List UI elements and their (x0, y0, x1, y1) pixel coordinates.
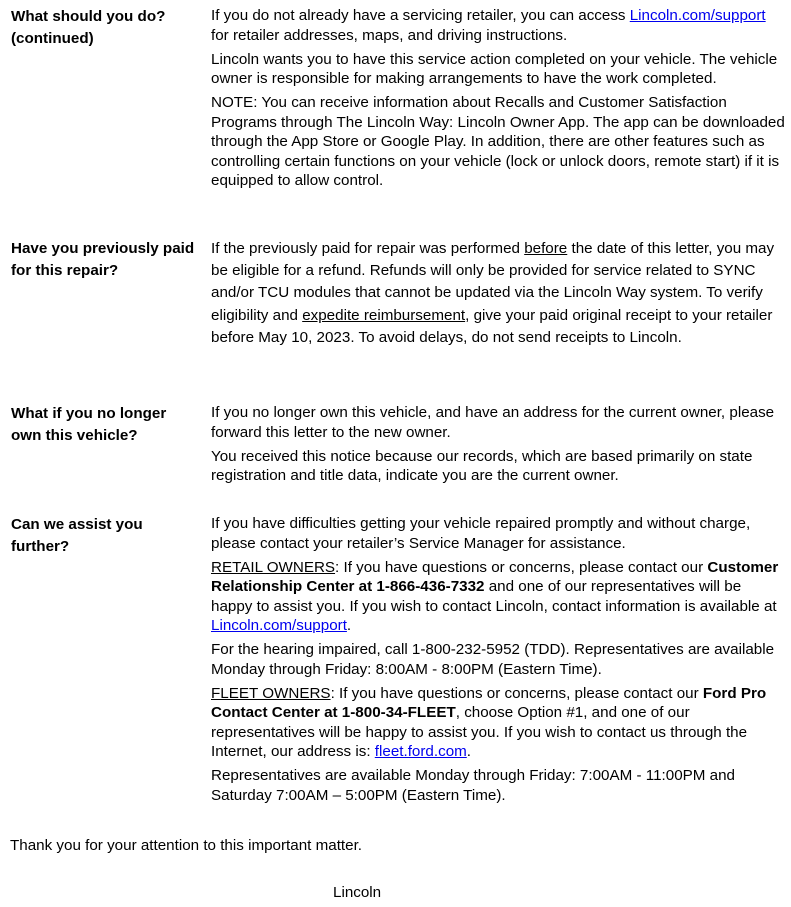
fleet-ford-link[interactable]: fleet.ford.com (374, 743, 467, 760)
lincoln-support-link[interactable]: Lincoln.com/support (211, 617, 347, 634)
lincoln-support-link[interactable]: Lincoln.com/support (629, 7, 766, 24)
retail-owners-label: RETAIL OWNERS (211, 558, 336, 576)
ford-pro-contact-center: Ford Pro Contact Center at 1-800-34-FLEET (211, 684, 767, 721)
hours-paragraph: Representatives are available Monday through Friday: 7:00AM - 11:00PM and Saturday 7:00AM – 5:00PM (Eastern Time). (211, 767, 735, 804)
section-body (211, 514, 785, 805)
section-heading: Have you previously paid for this repair? (11, 240, 195, 279)
hearing-impaired-paragraph: For the hearing impaired, call 1-800-232-5952 (TDD). Representatives are available Monday through Friday: 8:00AM - 8:00PM (Eastern Time). (211, 641, 775, 678)
fleet-owners-paragraph: FLEET OWNERS: If you have questions or concerns, please contact our Ford Pro Contact Center at 1-800-34-FLEET, choose Option #1, and one of our representatives will be happy to assist you. If you wish to contact us through the Internet, our address is: fleet.ford.com. (211, 684, 767, 760)
closing-line: Thank you for your attention to this important matter. (10, 837, 363, 854)
paragraph: If you no longer own this vehicle, and have an address for the current owner, please forward this letter to the new owner. (211, 404, 775, 441)
section-heading: What if you no longer own this vehicle? (11, 405, 167, 444)
customer-relationship-center: Customer Relationship Center at 1-866-436-7332 (211, 558, 779, 595)
paragraph: If the previously paid for repair was performed before the date of this letter, you may be eligible for a refund. Refunds will only be provided for service related to SYNC and/or TCU modules that cannot be updated via the Lincoln Way system. To verify eligibility and expedite reimbursement, give your paid original receipt to your retailer before May 10, 2023. To avoid delays, do not send receipts to Lincoln. (211, 240, 775, 346)
section-body (211, 403, 785, 486)
fleet-owners-label: FLEET OWNERS (211, 684, 331, 702)
paragraph: Lincoln wants you to have this service action completed on your vehicle. The vehicle owner is responsible for making arrangements to have the work completed. (211, 50, 778, 87)
section-heading: What should you do? (continued) (11, 8, 166, 47)
note-paragraph: NOTE: You can receive information about Recalls and Customer Satisfaction Programs through The Lincoln Way: Lincoln Owner App. The app can be downloaded through the App Store or Google Play. In addition, there are other features such as controlling certain functions on your vehicle (lock or unlock doors, remote start) if it is equipped to allow control. (211, 94, 785, 189)
underlined-text: before (524, 240, 568, 257)
paragraph: You received this notice because our records, which are based primarily on state registration and title data, indicate you are the current owner. (211, 447, 753, 484)
signature: Lincoln (333, 884, 382, 901)
section-heading: Can we assist you further? (11, 516, 143, 555)
underlined-text: expedite reimbursement (302, 306, 466, 324)
section-body (211, 238, 785, 349)
retail-owners-paragraph: RETAIL OWNERS: If you have questions or concerns, please contact our Customer Relationship Center at 1-866-436-7332 and one of our representatives will be happy to assist you. If you wish to contact Lincoln, contact information is available at Lincoln.com/support. (211, 558, 779, 634)
section-body (211, 6, 785, 191)
paragraph: If you do not already have a servicing retailer, you can access Lincoln.com/support for retailer addresses, maps, and driving instructions. (211, 7, 766, 44)
paragraph: If you have difficulties getting your vehicle repaired promptly and without charge, please contact your retailer’s Service Manager for assistance. (211, 515, 751, 552)
